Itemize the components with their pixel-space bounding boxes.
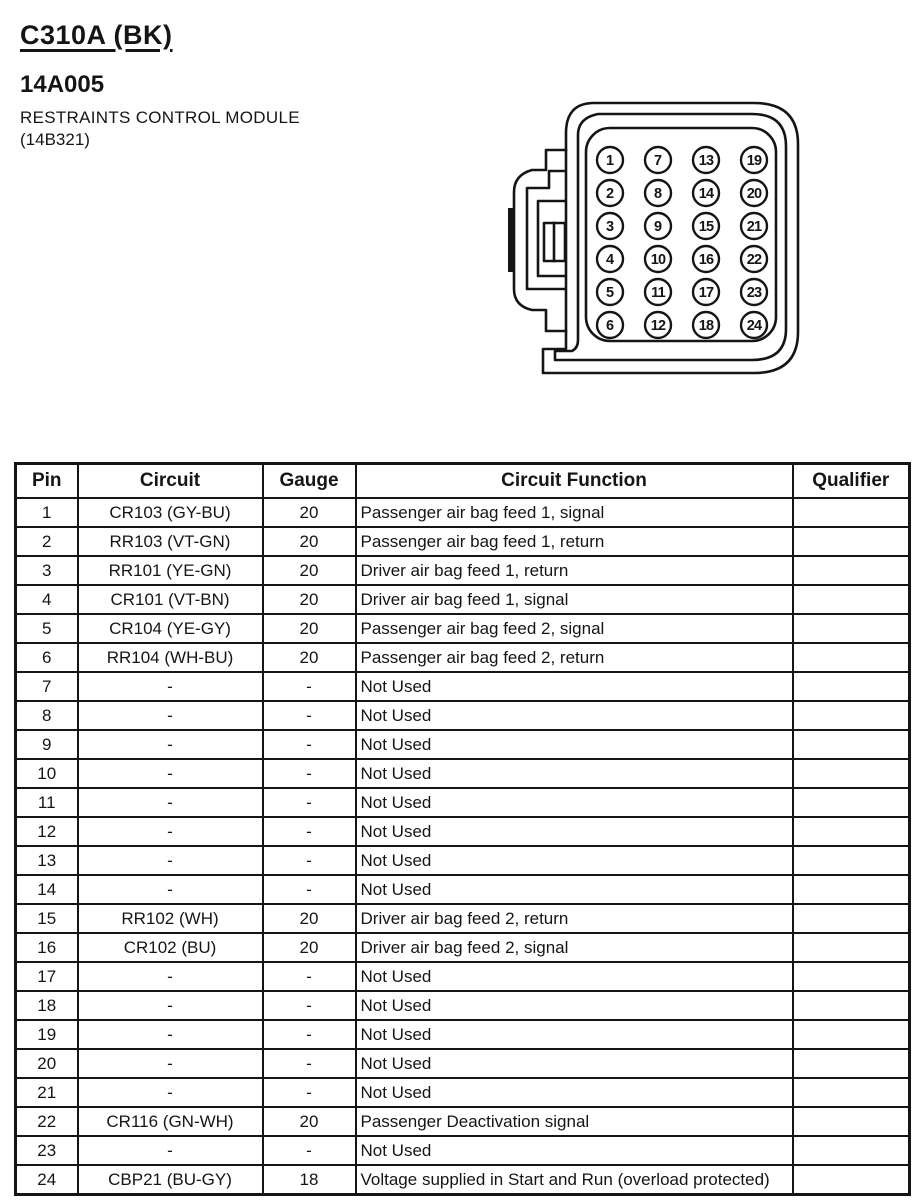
cell-function: Driver air bag feed 2, return (356, 904, 793, 933)
table-row (16, 498, 910, 527)
cell-circuit: RR101 (YE-GN) (78, 556, 263, 585)
cell-pin: 4 (16, 585, 78, 614)
cell-gauge: - (263, 962, 356, 991)
column-header-circuit: Circuit (78, 464, 263, 499)
pin-number-7: 7 (653, 153, 663, 169)
cell-pin: 24 (16, 1165, 78, 1195)
cell-circuit: CBP21 (BU-GY) (78, 1165, 263, 1195)
pin-grid (597, 147, 767, 338)
cell-function: Driver air bag feed 1, return (356, 556, 793, 585)
pin-number-3: 3 (605, 219, 615, 235)
pin-number-15: 15 (698, 219, 714, 235)
cell-qualifier (793, 701, 910, 730)
cell-pin: 5 (16, 614, 78, 643)
cell-function: Not Used (356, 846, 793, 875)
pin-number-4: 4 (605, 252, 615, 268)
pinout-table-body (16, 498, 910, 1195)
table-row (16, 614, 910, 643)
cell-gauge: 20 (263, 614, 356, 643)
cell-function: Not Used (356, 730, 793, 759)
table-row (16, 962, 910, 991)
cell-pin: 1 (16, 498, 78, 527)
component-code: (14B321) (20, 130, 90, 149)
cell-function: Not Used (356, 788, 793, 817)
cell-function: Not Used (356, 672, 793, 701)
cell-pin: 15 (16, 904, 78, 933)
cell-gauge: 20 (263, 933, 356, 962)
pin-number-8: 8 (653, 186, 663, 202)
cell-pin: 18 (16, 991, 78, 1020)
cell-qualifier (793, 672, 910, 701)
pin-number-23: 23 (746, 285, 762, 301)
cell-pin: 11 (16, 788, 78, 817)
cell-function: Not Used (356, 962, 793, 991)
pin-number-1: 1 (605, 153, 615, 169)
table-row (16, 672, 910, 701)
table-row (16, 730, 910, 759)
part-number: 14A005 (20, 71, 105, 98)
connector-diagram (498, 88, 808, 388)
cell-circuit: - (78, 730, 263, 759)
cell-function: Not Used (356, 1136, 793, 1165)
pin-number-12: 12 (650, 318, 666, 334)
pin-number-11: 11 (651, 285, 665, 301)
column-header-pin: Pin (16, 464, 78, 499)
cell-qualifier (793, 1136, 910, 1165)
cell-gauge: - (263, 1136, 356, 1165)
cell-qualifier (793, 1020, 910, 1049)
table-row (16, 846, 910, 875)
cell-function: Not Used (356, 1049, 793, 1078)
cell-qualifier (793, 1049, 910, 1078)
cell-qualifier (793, 527, 910, 556)
cell-gauge: 20 (263, 904, 356, 933)
cell-pin: 9 (16, 730, 78, 759)
cell-function: Driver air bag feed 1, signal (356, 585, 793, 614)
table-row (16, 788, 910, 817)
cell-qualifier (793, 1107, 910, 1136)
cell-pin: 19 (16, 1020, 78, 1049)
cell-pin: 20 (16, 1049, 78, 1078)
cell-gauge: 18 (263, 1165, 356, 1195)
pin-number-14: 14 (698, 186, 714, 202)
cell-circuit: CR104 (YE-GY) (78, 614, 263, 643)
cell-gauge: 20 (263, 527, 356, 556)
cell-qualifier (793, 556, 910, 585)
pin-number-5: 5 (605, 285, 615, 301)
table-header-row (16, 464, 910, 499)
cell-qualifier (793, 759, 910, 788)
cell-qualifier (793, 585, 910, 614)
pin-number-2: 2 (605, 186, 615, 202)
cell-pin: 6 (16, 643, 78, 672)
table-row (16, 817, 910, 846)
cell-pin: 21 (16, 1078, 78, 1107)
pin-number-9: 9 (653, 219, 663, 235)
cell-gauge: - (263, 846, 356, 875)
cell-function: Voltage supplied in Start and Run (overload protected) (356, 1165, 793, 1195)
column-header-gauge: Gauge (263, 464, 356, 499)
pin-number-22: 22 (746, 252, 762, 268)
table-row (16, 1078, 910, 1107)
cell-gauge: - (263, 991, 356, 1020)
cell-circuit: CR102 (BU) (78, 933, 263, 962)
cell-function: Passenger Deactivation signal (356, 1107, 793, 1136)
cell-circuit: - (78, 1078, 263, 1107)
cell-gauge: 20 (263, 585, 356, 614)
cell-function: Passenger air bag feed 2, return (356, 643, 793, 672)
table-row (16, 556, 910, 585)
cell-function: Passenger air bag feed 1, signal (356, 498, 793, 527)
table-row (16, 701, 910, 730)
cell-qualifier (793, 962, 910, 991)
cell-circuit: - (78, 846, 263, 875)
cell-qualifier (793, 991, 910, 1020)
table-row (16, 759, 910, 788)
table-row (16, 904, 910, 933)
cell-gauge: - (263, 701, 356, 730)
pin-number-18: 18 (698, 318, 714, 334)
pin-number-20: 20 (746, 186, 762, 202)
cell-circuit: - (78, 1136, 263, 1165)
cell-circuit: RR104 (WH-BU) (78, 643, 263, 672)
pin-number-24: 24 (746, 318, 762, 334)
cell-circuit: - (78, 759, 263, 788)
table-row (16, 991, 910, 1020)
cell-circuit: - (78, 1020, 263, 1049)
cell-pin: 10 (16, 759, 78, 788)
table-row (16, 585, 910, 614)
cell-function: Passenger air bag feed 2, signal (356, 614, 793, 643)
pinout-table (14, 462, 911, 1196)
cell-function: Not Used (356, 1078, 793, 1107)
cell-pin: 23 (16, 1136, 78, 1165)
connector-latch-pad (508, 208, 514, 272)
cell-qualifier (793, 817, 910, 846)
pin-number-21: 21 (746, 219, 762, 235)
cell-pin: 7 (16, 672, 78, 701)
column-header-circuit-function: Circuit Function (356, 464, 793, 499)
table-row (16, 1049, 910, 1078)
cell-circuit: CR101 (VT-BN) (78, 585, 263, 614)
cell-circuit: - (78, 875, 263, 904)
cell-qualifier (793, 904, 910, 933)
cell-pin: 13 (16, 846, 78, 875)
cell-function: Not Used (356, 817, 793, 846)
cell-gauge: - (263, 1078, 356, 1107)
cell-gauge: - (263, 817, 356, 846)
table-row (16, 1136, 910, 1165)
cell-qualifier (793, 846, 910, 875)
cell-gauge: - (263, 1020, 356, 1049)
cell-gauge: - (263, 788, 356, 817)
connector-id-title: C310A (BK) (20, 20, 173, 50)
cell-qualifier (793, 1165, 910, 1195)
cell-circuit: - (78, 672, 263, 701)
cell-circuit: CR116 (GN-WH) (78, 1107, 263, 1136)
cell-circuit: - (78, 701, 263, 730)
cell-qualifier (793, 875, 910, 904)
component-name: RESTRAINTS CONTROL MODULE (20, 108, 300, 127)
cell-function: Not Used (356, 701, 793, 730)
cell-gauge: 20 (263, 1107, 356, 1136)
cell-gauge: - (263, 759, 356, 788)
pin-number-17: 17 (698, 285, 714, 301)
cell-gauge: - (263, 672, 356, 701)
cell-gauge: 20 (263, 643, 356, 672)
connector-latch-outline (514, 150, 566, 331)
table-row (16, 527, 910, 556)
cell-circuit: RR102 (WH) (78, 904, 263, 933)
cell-pin: 22 (16, 1107, 78, 1136)
cell-pin: 17 (16, 962, 78, 991)
cell-circuit: - (78, 962, 263, 991)
pin-number-10: 10 (650, 252, 666, 268)
cell-circuit: - (78, 788, 263, 817)
cell-gauge: 20 (263, 498, 356, 527)
cell-qualifier (793, 788, 910, 817)
cell-gauge: - (263, 730, 356, 759)
cell-qualifier (793, 643, 910, 672)
cell-pin: 3 (16, 556, 78, 585)
pin-number-6: 6 (605, 318, 615, 334)
connector-latch-bracket (527, 171, 564, 289)
column-header-qualifier: Qualifier (793, 464, 910, 499)
cell-circuit: - (78, 991, 263, 1020)
cell-pin: 14 (16, 875, 78, 904)
cell-function: Driver air bag feed 2, signal (356, 933, 793, 962)
cell-function: Not Used (356, 875, 793, 904)
cell-circuit: - (78, 1049, 263, 1078)
cell-circuit: CR103 (GY-BU) (78, 498, 263, 527)
connector-latch-bracket-inner (538, 201, 564, 276)
cell-function: Not Used (356, 1020, 793, 1049)
cell-qualifier (793, 614, 910, 643)
table-row (16, 933, 910, 962)
cell-gauge: - (263, 1049, 356, 1078)
pin-number-13: 13 (698, 153, 714, 169)
cell-function: Passenger air bag feed 1, return (356, 527, 793, 556)
cell-qualifier (793, 933, 910, 962)
cell-qualifier (793, 498, 910, 527)
table-row (16, 1107, 910, 1136)
cell-qualifier (793, 730, 910, 759)
cell-pin: 2 (16, 527, 78, 556)
pin-number-16: 16 (698, 252, 714, 268)
cell-circuit: - (78, 817, 263, 846)
table-row (16, 1020, 910, 1049)
cell-pin: 8 (16, 701, 78, 730)
cell-pin: 16 (16, 933, 78, 962)
page-header (20, 20, 300, 150)
table-row (16, 1165, 910, 1195)
cell-circuit: RR103 (VT-GN) (78, 527, 263, 556)
cell-qualifier (793, 1078, 910, 1107)
table-row (16, 875, 910, 904)
cell-gauge: 20 (263, 556, 356, 585)
cell-pin: 12 (16, 817, 78, 846)
table-row (16, 643, 910, 672)
pin-number-19: 19 (746, 153, 762, 169)
cell-function: Not Used (356, 759, 793, 788)
cell-function: Not Used (356, 991, 793, 1020)
cell-gauge: - (263, 875, 356, 904)
